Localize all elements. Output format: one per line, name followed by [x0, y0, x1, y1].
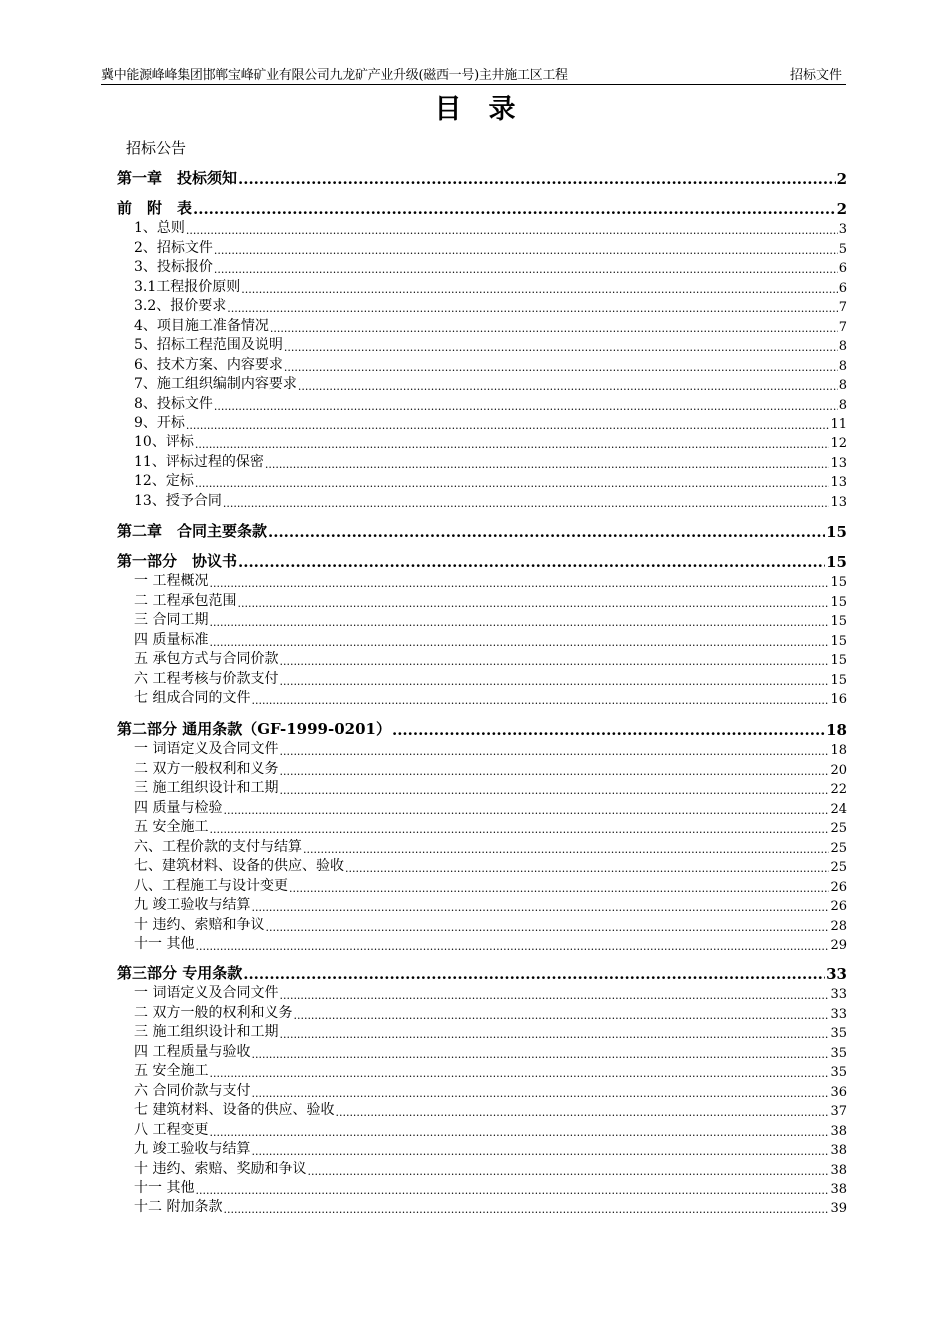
toc-entry[interactable]	[117, 740, 847, 758]
toc-page-number: 13	[830, 455, 847, 471]
toc-entry-label: 13、授予合同	[134, 492, 222, 509]
toc-page-number: 25	[830, 821, 847, 837]
toc-page-number: 33	[830, 987, 847, 1003]
toc-entry[interactable]	[117, 258, 847, 276]
toc-page-number: 18	[830, 743, 847, 759]
toc-entry[interactable]	[117, 1179, 847, 1197]
toc-page-number: 25	[830, 860, 847, 876]
toc-leader-dots	[209, 1066, 829, 1080]
toc-leader-dots	[223, 803, 829, 817]
toc-entry[interactable]	[117, 611, 847, 629]
toc-entry-label: 十一 其他	[134, 1179, 195, 1196]
toc-entry-label: 三 施工组织设计和工期	[134, 780, 279, 797]
toc-section-entry[interactable]	[117, 719, 847, 739]
toc-page-number: 24	[830, 801, 847, 817]
toc-leader-dots	[209, 635, 829, 649]
toc-entry-label: 五 承包方式与合同价款	[134, 651, 279, 668]
toc-leader-dots	[214, 243, 838, 257]
toc-entry[interactable]	[117, 1101, 847, 1119]
toc-leader-dots	[251, 900, 829, 914]
toc-entry[interactable]	[117, 572, 847, 590]
toc-section-entry[interactable]	[117, 521, 847, 541]
toc-page-number: 12	[830, 436, 847, 452]
toc-leader-dots	[279, 654, 829, 668]
toc-entry-label: 二 双方一般权利和义务	[134, 760, 279, 777]
toc-page-number: 8	[838, 378, 847, 394]
toc-entry-label: 十 违约、索赔和争议	[134, 916, 265, 933]
toc-entry-label: 五 安全施工	[134, 819, 209, 836]
toc-leader-dots	[223, 1202, 829, 1216]
toc-entry-label: 4、项目施工准备情况	[134, 317, 269, 334]
toc-entry-label: 七、建筑材料、设备的供应、验收	[134, 858, 344, 875]
toc-page-number: 16	[830, 692, 847, 708]
toc-page-number: 8	[838, 358, 847, 374]
toc-entry-label: 第二部分 通用条款（GF-1999-0201）	[117, 720, 391, 738]
toc-leader-dots	[279, 1027, 829, 1041]
header-doc-type: 招标文件	[789, 68, 842, 83]
toc-page-number: 6	[838, 280, 847, 296]
toc-page-number: 15	[830, 594, 847, 610]
toc-entry[interactable]	[117, 472, 847, 490]
toc-entry-label: 9、开标	[134, 414, 185, 431]
toc-entry-label: 七 建筑材料、设备的供应、验收	[134, 1102, 335, 1119]
toc-entry[interactable]	[117, 916, 847, 934]
toc-leader-dots	[251, 1086, 829, 1100]
toc-page-number: 25	[830, 840, 847, 856]
toc-page-number: 15	[830, 614, 847, 630]
toc-entry-label: 四 质量与检验	[134, 799, 223, 816]
toc-leader-dots	[237, 596, 829, 610]
toc-page-number: 8	[838, 339, 847, 355]
toc-page-number: 26	[830, 899, 847, 915]
toc-page-number: 38	[830, 1143, 847, 1159]
toc-leader-dots	[298, 379, 838, 393]
toc-leader-dots	[214, 399, 838, 413]
toc-entry-label: 三 合同工期	[134, 612, 209, 629]
toc-page-number: 2	[836, 200, 847, 218]
toc-entry[interactable]	[117, 631, 847, 649]
toc-page-number: 11	[830, 416, 847, 432]
toc-entry-label: 第一部分 协议书	[117, 552, 238, 570]
toc-entry-label: 第三部分 专用条款	[117, 964, 243, 982]
toc-page-number: 35	[830, 1026, 847, 1042]
toc-entry-label: 一 工程概况	[134, 573, 209, 590]
toc-entry[interactable]	[117, 935, 847, 953]
toc-page-number: 15	[830, 633, 847, 649]
toc-entry[interactable]	[117, 1023, 847, 1041]
toc-entry[interactable]	[117, 818, 847, 836]
toc-entry-label: 7、施工组织编制内容要求	[134, 376, 297, 393]
toc-leader-dots	[195, 437, 830, 451]
toc-page-number: 3	[838, 222, 847, 238]
toc-entry-label: 九 竣工验收与结算	[134, 897, 251, 914]
toc-leader-dots	[209, 1125, 829, 1139]
toc-leader-dots	[268, 525, 825, 541]
toc-section-entry[interactable]	[117, 168, 847, 188]
toc-leader-dots	[209, 822, 829, 836]
toc-entry[interactable]	[117, 799, 847, 817]
toc-leader-dots	[293, 1008, 829, 1022]
toc-page-number: 29	[830, 937, 847, 953]
toc-page-number: 28	[830, 918, 847, 934]
toc-page-number: 35	[830, 1065, 847, 1081]
toc-leader-dots	[279, 988, 829, 1002]
toc-leader-dots	[195, 1183, 829, 1197]
toc-page-number: 26	[830, 879, 847, 895]
toc-entry[interactable]	[117, 1198, 847, 1216]
toc-entry-label: 11、评标过程的保密	[134, 453, 264, 470]
toc-page-number: 38	[830, 1181, 847, 1197]
toc-leader-dots	[303, 842, 829, 856]
toc-notice-link[interactable]: 招标公告	[126, 139, 187, 157]
toc-entry-label: 5、招标工程范围及说明	[134, 337, 283, 354]
toc-page-number: 7	[838, 300, 847, 316]
toc-leader-dots	[186, 418, 830, 432]
toc-leader-dots	[214, 262, 838, 276]
toc-leader-dots	[284, 340, 838, 354]
toc-leader-dots	[279, 674, 829, 688]
toc-entry[interactable]	[117, 1062, 847, 1080]
toc-entry-label: 五 安全施工	[134, 1063, 209, 1080]
toc-entry-label: 八 工程变更	[134, 1121, 209, 1138]
toc-entry-label: 1、总则	[134, 220, 185, 237]
toc-entry[interactable]	[117, 1043, 847, 1061]
toc-entry[interactable]	[117, 689, 847, 707]
toc-entry[interactable]	[117, 670, 847, 688]
toc-page-number: 35	[830, 1045, 847, 1061]
toc-entry-label: 二 双方一般的权利和义务	[134, 1004, 293, 1021]
toc-page-number: 6	[838, 261, 847, 277]
toc-entry[interactable]	[117, 857, 847, 875]
toc-entry-label: 10、评标	[134, 434, 194, 451]
toc-leader-dots	[265, 457, 830, 471]
toc-entry[interactable]	[117, 278, 847, 296]
toc-entry[interactable]	[117, 1160, 847, 1178]
toc-leader-dots	[289, 881, 829, 895]
toc-page-number: 15	[830, 672, 847, 688]
toc-entry[interactable]	[117, 317, 847, 335]
toc-entry[interactable]	[117, 1082, 847, 1100]
toc-leader-dots	[279, 744, 829, 758]
toc-leader-dots	[193, 202, 836, 218]
toc-section-entry[interactable]	[117, 963, 847, 983]
toc-entry-label: 3.2、报价要求	[134, 298, 227, 315]
toc-entry-label: 一 词语定义及合同文件	[134, 985, 279, 1002]
toc-page-number: 15	[826, 553, 847, 571]
toc-entry-label: 8、投标文件	[134, 395, 213, 412]
toc-entry-label: 六 工程考核与价款支付	[134, 670, 279, 687]
toc-entry[interactable]	[117, 336, 847, 354]
toc-entry[interactable]	[117, 838, 847, 856]
toc-entry-label: 第二章 合同主要条款	[117, 522, 268, 540]
toc-entry[interactable]	[117, 650, 847, 668]
page-header	[101, 68, 846, 85]
toc-entry-label: 第一章 投标须知	[117, 169, 238, 187]
toc-entry[interactable]	[117, 1004, 847, 1022]
toc-entry-label: 十一 其他	[134, 935, 195, 952]
toc-entry[interactable]	[117, 219, 847, 237]
toc-entry[interactable]	[117, 984, 847, 1002]
toc-entry-label: 三 施工组织设计和工期	[134, 1024, 279, 1041]
toc-entry-label: 2、招标文件	[134, 239, 213, 256]
toc-page-number: 15	[830, 653, 847, 669]
toc-entry[interactable]	[117, 492, 847, 510]
toc-title: 目 录	[434, 94, 516, 125]
toc-section-entry[interactable]	[117, 551, 847, 571]
toc-entry-label: 3.1工程报价原则	[134, 278, 241, 295]
toc-page-number: 38	[830, 1162, 847, 1178]
toc-leader-dots	[238, 172, 836, 188]
toc-leader-dots	[209, 615, 829, 629]
toc-page-number: 36	[830, 1084, 847, 1100]
toc-entry-label: 前 附 表	[117, 199, 193, 217]
toc-page-number: 18	[826, 721, 847, 739]
toc-entry[interactable]	[117, 395, 847, 413]
toc-page-number: 13	[830, 494, 847, 510]
toc-leader-dots	[251, 1047, 829, 1061]
toc-page-number: 7	[838, 319, 847, 335]
toc-entry-label: 八、工程施工与设计变更	[134, 877, 288, 894]
toc-entry[interactable]	[117, 375, 847, 393]
toc-leader-dots	[265, 920, 829, 934]
toc-leader-dots	[241, 282, 837, 296]
toc-page-number: 2	[836, 170, 847, 188]
toc-entry[interactable]	[117, 297, 847, 315]
toc-entry[interactable]	[117, 1140, 847, 1158]
toc-leader-dots	[251, 1144, 829, 1158]
toc-entry[interactable]	[117, 453, 847, 471]
toc-entry-label: 九 竣工验收与结算	[134, 1141, 251, 1158]
toc-leader-dots	[307, 1164, 829, 1178]
toc-leader-dots	[284, 360, 838, 374]
toc-page-number: 5	[838, 241, 847, 257]
toc-entry-label: 3、投标报价	[134, 259, 213, 276]
toc-page-number: 8	[838, 397, 847, 413]
toc-entry-label: 四 工程质量与验收	[134, 1043, 251, 1060]
toc-entry-label: 十 违约、索赔、奖励和争议	[134, 1160, 307, 1177]
toc-entry-label: 二 工程承包范围	[134, 592, 237, 609]
toc-page-number: 33	[826, 965, 847, 983]
toc-leader-dots	[279, 764, 829, 778]
toc-entry[interactable]	[117, 896, 847, 914]
toc-page-number: 39	[830, 1201, 847, 1217]
toc-entry-label: 一 词语定义及合同文件	[134, 741, 279, 758]
toc-page-number: 33	[830, 1006, 847, 1022]
toc-entry[interactable]	[117, 1121, 847, 1139]
toc-entry-label: 六 合同价款与支付	[134, 1082, 251, 1099]
toc-entry-label: 四 质量标准	[134, 631, 209, 648]
toc-leader-dots	[279, 783, 829, 797]
toc-page-number: 15	[830, 575, 847, 591]
toc-leader-dots	[392, 723, 825, 739]
toc-page-number: 15	[826, 523, 847, 541]
toc-entry-label: 七 组成合同的文件	[134, 690, 251, 707]
toc-entry[interactable]	[117, 592, 847, 610]
toc-entry[interactable]	[117, 356, 847, 374]
toc-page-number: 20	[830, 762, 847, 778]
header-project-title: 冀中能源峰峰集团邯郸宝峰矿业有限公司九龙矿产业升级(磁西一号)主井施工区工程	[101, 68, 568, 83]
toc-leader-dots	[270, 321, 838, 335]
toc-leader-dots	[209, 576, 829, 590]
toc-entry-label: 6、技术方案、内容要求	[134, 356, 283, 373]
toc-entry[interactable]	[117, 414, 847, 432]
toc-leader-dots	[335, 1105, 829, 1119]
toc-page-number: 13	[830, 475, 847, 491]
toc-leader-dots	[195, 476, 830, 490]
toc-leader-dots	[243, 967, 825, 983]
toc-entry[interactable]	[117, 433, 847, 451]
toc-entry[interactable]	[117, 877, 847, 895]
toc-section-entry[interactable]	[117, 198, 847, 218]
toc-entry[interactable]	[117, 779, 847, 797]
toc-entry[interactable]	[117, 760, 847, 778]
toc-entry-label: 12、定标	[134, 473, 194, 490]
toc-page-number: 22	[830, 782, 847, 798]
toc-leader-dots	[238, 555, 825, 571]
toc-leader-dots	[227, 301, 837, 315]
toc-leader-dots	[345, 861, 829, 875]
toc-leader-dots	[195, 939, 829, 953]
toc-leader-dots	[223, 496, 830, 510]
toc-entry-label: 十二 附加条款	[134, 1199, 223, 1216]
toc-leader-dots	[186, 223, 838, 237]
toc-entry-label: 六、工程价款的支付与结算	[134, 838, 302, 855]
toc-page-number: 37	[830, 1104, 847, 1120]
toc-entry[interactable]	[117, 239, 847, 257]
toc-leader-dots	[251, 693, 829, 707]
toc-page-number: 38	[830, 1123, 847, 1139]
